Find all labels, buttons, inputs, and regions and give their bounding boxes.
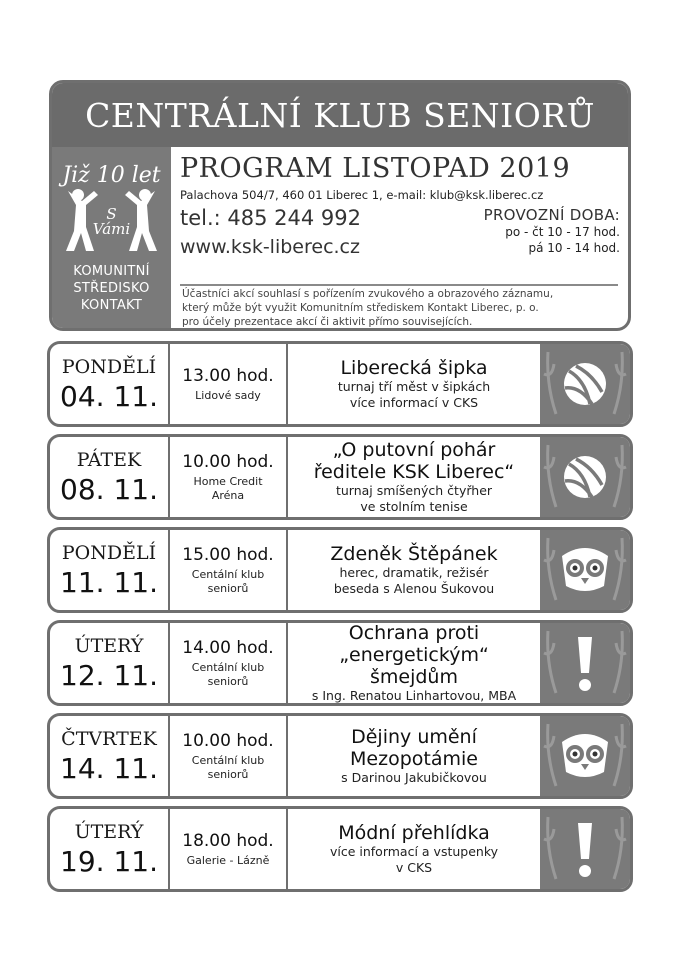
event-icon-panel [540, 623, 630, 703]
event-subtitle: s Darinou Jakubičkovou [341, 770, 487, 785]
event-row [47, 341, 633, 427]
logo-org-name: KOMUNITNÍ STŘEDISKO KONTAKT [73, 264, 150, 313]
event-subtitle: herec, dramatik, režisér beseda s Alenou Šukovou [333, 565, 495, 596]
event-day-name: PONDĚLÍ [61, 541, 157, 564]
logo-years: Již 10 let [62, 163, 161, 188]
event-title: „O putovní pohár ředitele KSK Liberec“ [313, 439, 515, 483]
event-row [47, 620, 633, 706]
event-description [288, 623, 540, 703]
event-date [50, 344, 170, 424]
event-time-place [170, 437, 288, 517]
event-day-date: 14. 11. [60, 751, 158, 785]
ball-icon [542, 344, 628, 424]
event-place: Home Credit Aréna [193, 474, 263, 502]
website: www.ksk-liberec.cz [180, 236, 360, 258]
logo-with-you: S Vámi [92, 205, 131, 238]
event-place: Centální klub seniorů [191, 753, 265, 781]
event-subtitle: turnaj smíšených čtyřher ve stolním tenise [335, 483, 493, 514]
event-time-place [170, 344, 288, 424]
event-date [50, 437, 170, 517]
event-day-date: 08. 11. [60, 472, 158, 506]
event-place: Centální klub seniorů [191, 660, 265, 688]
header-box [49, 80, 631, 331]
event-date [50, 623, 170, 703]
event-day-date: 19. 11. [60, 844, 158, 878]
event-row [47, 527, 633, 613]
event-description [288, 530, 540, 610]
owl-icon [542, 716, 628, 796]
event-icon-panel [540, 809, 630, 889]
event-day-name: ČTVRTEK [61, 727, 157, 750]
event-subtitle: turnaj tří měst v šipkách více informací v CKS [337, 379, 491, 410]
address: Palachova 504/7, 460 01 Liberec 1, e-mail: klub@ksk.liberec.cz [180, 188, 544, 202]
event-time: 15.00 hod. [182, 544, 274, 565]
event-place: Lidové sady [195, 388, 261, 402]
event-day-date: 04. 11. [60, 379, 158, 413]
event-icon-panel [540, 530, 630, 610]
contact-info [180, 153, 620, 260]
exclamation-icon [542, 809, 628, 889]
event-subtitle: s Ing. Renatou Linhartovou, MBA [311, 688, 517, 703]
event-title: Ochrana proti „energetickým“ šmejdům [339, 622, 489, 688]
event-day-name: ÚTERÝ [74, 820, 144, 843]
event-day-date: 11. 11. [60, 565, 158, 599]
event-place: Centální klub seniorů [191, 567, 265, 595]
program-title: PROGRAM LISTOPAD 2019 [180, 153, 571, 184]
owl-icon [542, 530, 628, 610]
event-date [50, 530, 170, 610]
event-title: Liberecká šipka [340, 357, 488, 379]
event-day-name: PÁTEK [76, 448, 142, 471]
event-place: Galerie - Lázně [186, 853, 270, 867]
event-time: 13.00 hod. [182, 365, 274, 386]
event-day-name: ÚTERÝ [74, 634, 144, 657]
event-title: Zdeněk Štěpánek [330, 543, 498, 565]
phone-number: tel.: 485 244 992 [180, 206, 362, 230]
event-list [47, 341, 633, 899]
logo [52, 147, 171, 331]
divider [180, 284, 618, 286]
event-row [47, 434, 633, 520]
event-row [47, 713, 633, 799]
event-time-place [170, 716, 288, 796]
event-day-name: PONDĚLÍ [61, 355, 157, 378]
event-icon-panel [540, 437, 630, 517]
event-time: 14.00 hod. [182, 637, 274, 658]
event-time: 10.00 hod. [182, 730, 274, 751]
event-time-place [170, 530, 288, 610]
event-time-place [170, 809, 288, 889]
event-subtitle: více informací a vstupenky v CKS [329, 844, 499, 875]
event-row [47, 806, 633, 892]
exclamation-icon [542, 623, 628, 703]
event-description [288, 809, 540, 889]
event-title: Módní přehlídka [338, 822, 490, 844]
club-title: CENTRÁLNÍ KLUB SENIORŮ [52, 83, 628, 147]
event-title: Dějiny umění Mezopotámie [350, 726, 478, 770]
event-time: 10.00 hod. [182, 451, 274, 472]
event-time-place [170, 623, 288, 703]
event-icon-panel [540, 716, 630, 796]
event-date [50, 716, 170, 796]
event-description [288, 344, 540, 424]
event-time: 18.00 hod. [182, 830, 274, 851]
event-day-date: 12. 11. [60, 658, 158, 692]
event-description [288, 716, 540, 796]
consent-note: Účastníci akcí souhlasí s pořízením zvukového a obrazového záznamu, který může být využit Komunitním střediskem Kontakt Liberec, p. o. pro účely prezentace akcí či aktivit přímo souvisejících. [182, 288, 554, 328]
event-description [288, 437, 540, 517]
opening-hours: PROVOZNÍ DOBA: po - čt 10 - 17 hod. pá 10 - 14 hod. [483, 206, 620, 255]
event-icon-panel [540, 344, 630, 424]
ball-icon [542, 437, 628, 517]
event-date [50, 809, 170, 889]
